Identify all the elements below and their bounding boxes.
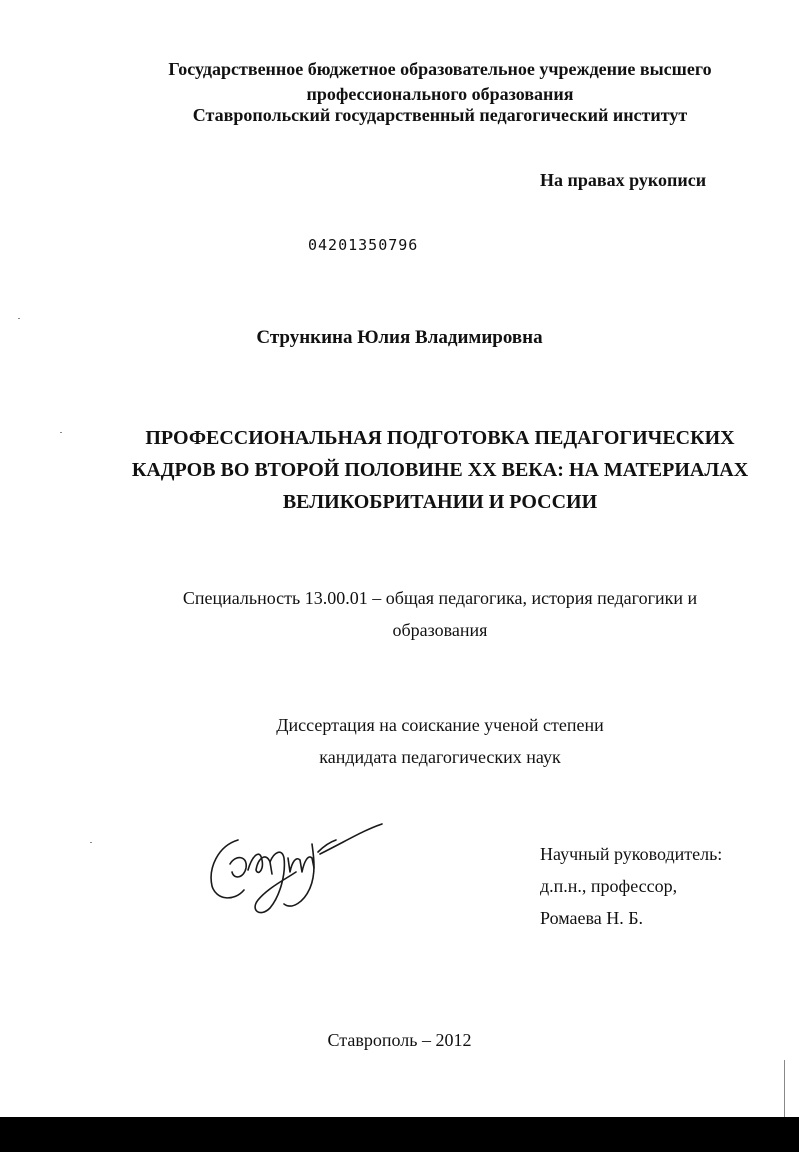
city-year: Ставрополь – 2012 xyxy=(327,1030,472,1050)
institution-line-2: профессионального образования xyxy=(306,84,574,104)
degree-line-1: Диссертация на соискание ученой степени xyxy=(276,715,604,735)
title-line-2: КАДРОВ ВО ВТОРОЙ ПОЛОВИНЕ ХХ ВЕКА: НА МАТЕРИАЛАХ xyxy=(131,459,749,481)
author-name: Стрункина Юлия Владимировна xyxy=(256,327,543,348)
scan-speck xyxy=(90,842,92,843)
dissertation-title xyxy=(120,422,760,518)
inventory-number: 04201350796 xyxy=(308,236,419,254)
specialty-line-2: образования xyxy=(392,620,488,640)
scan-bottom-band xyxy=(0,1117,799,1152)
degree-line-2: кандидата педагогических наук xyxy=(319,747,561,767)
supervisor-name: Ромаева Н. Б. xyxy=(540,908,644,928)
supervisor-block xyxy=(540,838,722,934)
supervisor-label: Научный руководитель: xyxy=(540,844,723,864)
title-line-1: ПРОФЕССИОНАЛЬНАЯ ПОДГОТОВКА ПЕДАГОГИЧЕСКИХ xyxy=(145,427,735,449)
title-line-3: ВЕЛИКОБРИТАНИИ И РОССИИ xyxy=(282,491,598,513)
specialty-line-1: Специальность 13.00.01 – общая педагогика, история педагогики и xyxy=(182,588,698,608)
degree-block xyxy=(120,709,760,773)
scan-speck xyxy=(18,318,20,319)
institution-line-1: Государственное бюджетное образовательное учреждение высшего xyxy=(168,59,712,79)
scan-speck xyxy=(60,432,62,433)
rights-note: На правах рукописи xyxy=(540,170,707,190)
specialty-block xyxy=(120,582,760,646)
institution-line-3: Ставропольский государственный педагогический институт xyxy=(192,105,688,125)
supervisor-credentials: д.п.н., профессор, xyxy=(540,876,678,896)
signature-image xyxy=(200,818,390,918)
scan-edge-line xyxy=(784,1060,785,1120)
